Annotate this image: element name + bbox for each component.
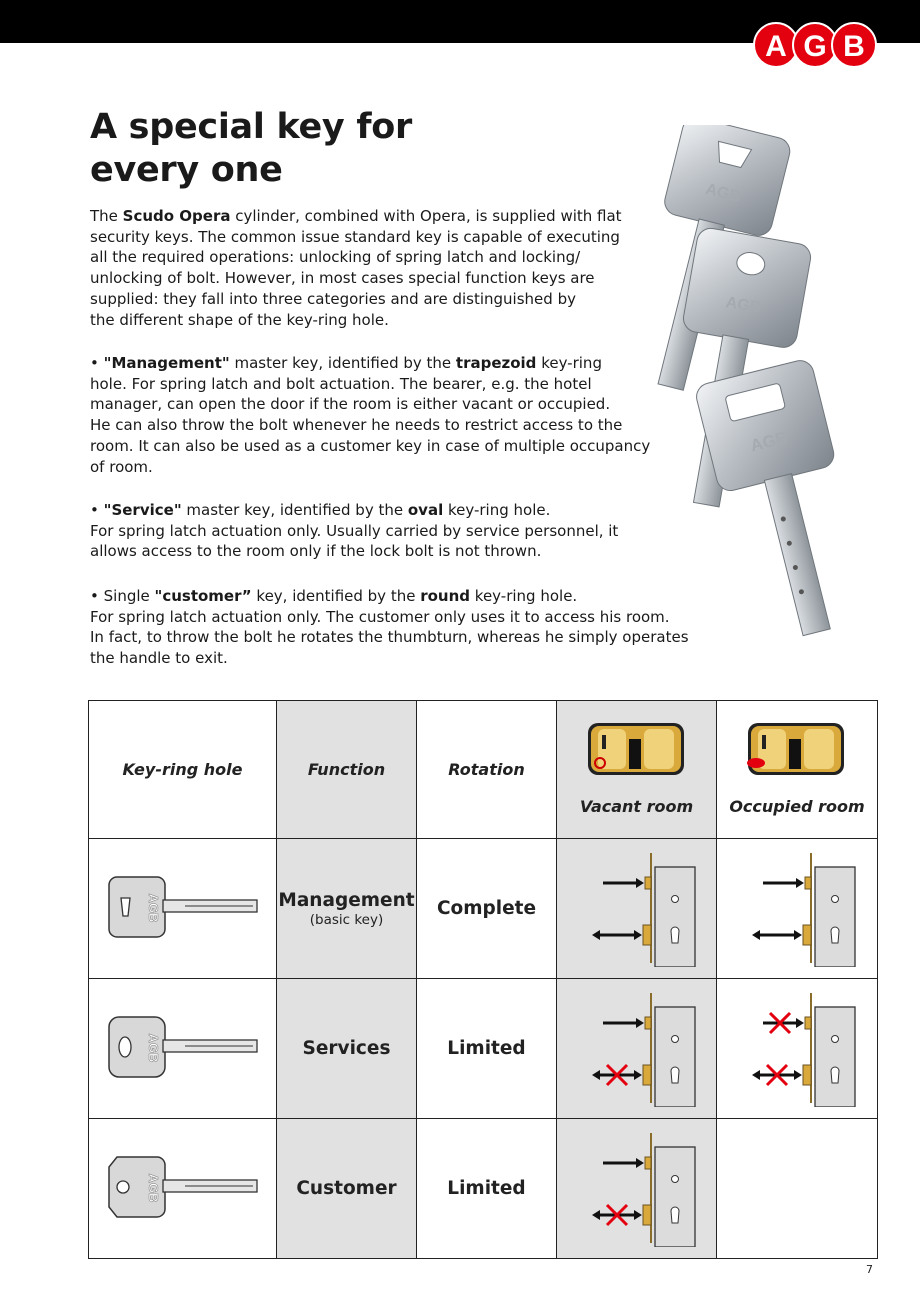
lock-latch-allowed-bolt-denied-icon — [572, 1127, 702, 1247]
occupied-lock-cell-empty — [717, 1119, 878, 1259]
intro-line-2: security keys. The common issue standard key is capable of executing — [90, 227, 620, 246]
keys-photo — [650, 125, 890, 645]
service-mid: master key, identified by the — [181, 501, 408, 519]
rotation-cell — [417, 839, 557, 979]
page-title — [90, 106, 510, 192]
customer-line-4: the handle to exit. — [90, 649, 228, 668]
management-line-3: manager, can open the door if the room is either vacant or occupied. — [90, 395, 611, 414]
service-paragraph — [90, 500, 618, 562]
header-rotation-cell — [417, 701, 557, 839]
management-paragraph — [90, 353, 650, 477]
vacant-lock-cell — [557, 839, 717, 979]
customer-mid: key, identified by the — [251, 587, 421, 605]
service-line-1: key-ring hole. — [443, 501, 551, 519]
vacant-lock-cell — [557, 979, 717, 1119]
customer-line-1: key-ring hole. — [470, 587, 578, 605]
key-function-table — [88, 700, 878, 1259]
management-name: "Management" — [103, 354, 230, 372]
header-keyring-cell — [89, 701, 277, 839]
svg-text:B: B — [843, 30, 865, 63]
table-row — [89, 839, 878, 979]
header-function: Function — [307, 760, 386, 779]
intro-paragraph — [90, 206, 622, 330]
lock-latch-allowed-bolt-allowed-icon — [572, 847, 702, 967]
cylinder-occupied-icon — [744, 717, 850, 789]
service-line-3: allows access to the room only if the lock bolt is not thrown. — [90, 542, 542, 561]
function-name: Services — [302, 1037, 391, 1059]
keyring-cell — [89, 979, 277, 1119]
svg-text:A: A — [765, 30, 787, 63]
customer-line-2: For spring latch actuation only. The customer only uses it to access his room. — [90, 607, 670, 626]
customer-name: "customer” — [154, 587, 252, 605]
rotation-value: Limited — [447, 1037, 526, 1059]
header-keyring: Key-ring hole — [122, 760, 243, 779]
customer-line-3: In fact, to throw the bolt he rotates the thumbturn, whereas he simply operates — [90, 628, 689, 647]
header-rotation: Rotation — [448, 760, 525, 779]
intro-line-5: supplied: they fall into three categories and are distinguished by — [90, 289, 576, 308]
customer-shape: round — [420, 587, 471, 605]
svg-text:AGB: AGB — [724, 294, 763, 317]
intro-line-1: cylinder, combined with Opera, is supplied with flat — [230, 207, 622, 225]
svg-text:AGB: AGB — [145, 1173, 161, 1202]
table-row — [89, 1119, 878, 1259]
svg-text:AGB: AGB — [748, 427, 790, 456]
management-line-1: key-ring — [536, 354, 602, 372]
table-row — [89, 979, 878, 1119]
header-occupied-cell — [717, 701, 878, 839]
intro-pre: The — [90, 207, 123, 225]
cylinder-vacant-icon — [584, 717, 690, 789]
bullet-icon: • — [90, 354, 99, 372]
intro-line-3: all the required operations: unlocking of spring latch and locking/ — [90, 248, 581, 267]
lock-latch-denied-bolt-denied-icon — [732, 987, 862, 1107]
occupied-lock-cell — [717, 979, 878, 1119]
header-function-cell — [277, 701, 417, 839]
function-name: Management — [278, 889, 415, 911]
function-name: Customer — [296, 1177, 397, 1199]
bullet-icon: • — [90, 587, 99, 605]
rotation-value: Limited — [447, 1177, 526, 1199]
table-header-row — [89, 701, 878, 839]
keyring-cell — [89, 839, 277, 979]
rotation-value: Complete — [436, 897, 537, 919]
svg-text:AGB: AGB — [703, 180, 743, 207]
lock-latch-allowed-bolt-allowed-icon — [732, 847, 862, 967]
management-line-6: of room. — [90, 457, 153, 476]
service-name: "Service" — [103, 501, 182, 519]
title-line-2: every one — [90, 150, 283, 190]
title-line-1: A special key for — [90, 107, 412, 147]
intro-line-6: the different shape of the key-ring hole. — [90, 310, 389, 329]
header-vacant: Vacant room — [579, 797, 694, 816]
function-cell — [277, 1119, 417, 1259]
key-trapezoid-hole-icon — [103, 872, 263, 942]
intro-line-4: unlocking of bolt. However, in most cases special function keys are — [90, 269, 595, 288]
management-line-4: He can also throw the bolt whenever he needs to restrict access to the — [90, 416, 623, 435]
keyring-cell — [89, 1119, 277, 1259]
function-cell — [277, 979, 417, 1119]
vacant-lock-cell — [557, 1119, 717, 1259]
header-vacant-cell — [557, 701, 717, 839]
svg-text:G: G — [803, 30, 827, 63]
rotation-cell — [417, 1119, 557, 1259]
service-shape: oval — [407, 501, 444, 519]
intro-product: Scudo Opera — [122, 207, 231, 225]
management-line-2: hole. For spring latch and bolt actuation. The bearer, e.g. the hotel — [90, 374, 592, 393]
bullet-icon: • — [90, 501, 99, 519]
rotation-cell — [417, 979, 557, 1119]
management-shape: trapezoid — [455, 354, 537, 372]
svg-text:AGB: AGB — [145, 893, 161, 922]
agb-logo — [753, 22, 877, 68]
key-round-hole-icon — [103, 1152, 263, 1222]
function-sub: (basic key) — [309, 911, 384, 928]
management-mid: master key, identified by the — [229, 354, 456, 372]
header-occupied: Occupied room — [729, 797, 865, 816]
key-oval-hole-icon — [103, 1012, 263, 1082]
customer-pre: Single — [98, 587, 155, 605]
customer-paragraph — [90, 586, 689, 669]
page-number: 7 — [866, 1263, 873, 1276]
management-line-5: room. It can also be used as a customer key in case of multiple occupancy — [90, 436, 651, 455]
lock-latch-allowed-bolt-denied-icon — [572, 987, 702, 1107]
occupied-lock-cell — [717, 839, 878, 979]
service-line-2: For spring latch actuation only. Usually carried by service personnel, it — [90, 521, 619, 540]
svg-text:AGB: AGB — [145, 1033, 161, 1062]
function-cell — [277, 839, 417, 979]
